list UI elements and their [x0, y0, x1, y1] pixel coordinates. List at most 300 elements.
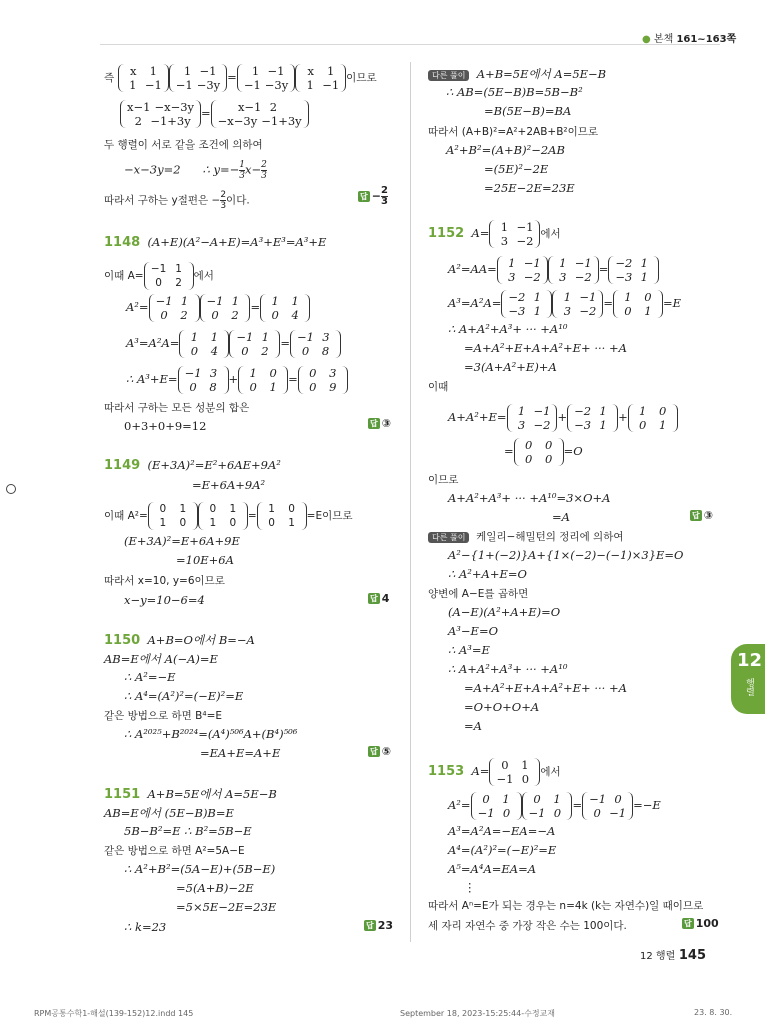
matrix-row — [557, 290, 598, 304]
matrix-cell: −2 — [579, 304, 597, 318]
matrix-cell: 0 — [482, 792, 490, 806]
matrix-cell: −1 — [322, 78, 340, 92]
matrix-cell: 0 — [241, 344, 249, 358]
p1151-line-6: =5(A+B)−2E — [176, 881, 254, 895]
matrix-row — [174, 64, 222, 78]
matrix-cell: 0 — [593, 806, 601, 820]
p1151-line-8: ∴ k=23 — [124, 920, 167, 934]
matrix-row — [153, 502, 193, 516]
matrix-cell: 0 — [271, 308, 279, 322]
matrix-cell: −1 — [477, 806, 495, 820]
matrix-row — [572, 404, 613, 418]
matrix-row — [494, 220, 535, 234]
matrix-cell: 3 — [209, 366, 218, 380]
matrix-cell: −3 — [615, 270, 633, 284]
matrix-cell: −2 — [516, 234, 534, 248]
matrix-cell: 4 — [291, 308, 299, 322]
matrix-cell: 3 — [559, 270, 567, 284]
matrix-cell: 0 — [189, 380, 197, 394]
matrix-m48_a — [144, 262, 194, 290]
matrix-cell: 1 — [291, 294, 299, 308]
matrix-m48_sq — [179, 330, 229, 358]
matrix-cell: 0 — [502, 806, 511, 820]
matrix-cell: 0 — [288, 503, 295, 515]
matrix-i_d — [295, 64, 346, 92]
matrix-i_f — [211, 100, 309, 128]
matrix-cell: 0 — [524, 438, 533, 452]
p1151-line-3: 5B−B²=E ∴ B²=5B−E — [124, 824, 252, 838]
matrix-cell: −1 — [496, 772, 514, 786]
matrix-cell: 3 — [517, 418, 526, 432]
matrix-row — [184, 344, 224, 358]
p1149-line-3: 이때 A²= 0 1 1 0 0 1 1 0 = 1 0 0 1 =E이므로 — [104, 503, 353, 529]
o1-line-3: =B(5E−B)=BA — [484, 104, 572, 118]
chapter-side-tab — [731, 644, 765, 714]
matrix-cell: 1 — [500, 220, 509, 234]
matrix-cell: 1 — [559, 256, 567, 270]
matrix-m48_a — [149, 294, 200, 322]
matrix-i_a — [118, 64, 169, 92]
matrix-cell: −2 — [533, 418, 551, 432]
matrix-cell: −2 — [523, 270, 541, 284]
footer-chapter: 12 행렬 — [640, 951, 676, 962]
matrix-m52_o — [514, 438, 564, 466]
chapter-tab-number: 12 — [737, 650, 763, 671]
matrix-cell: 1 — [640, 256, 648, 270]
matrix-cell: 1 — [229, 503, 237, 515]
matrix-row — [203, 516, 243, 530]
matrix-row — [125, 114, 196, 128]
p1150-line-4: ∴ A⁴=(A²)²=(−E)²=E — [124, 689, 244, 703]
matrix-cell: 1 — [508, 256, 516, 270]
problem-1149: 1149 (E+3A)²=E²+6AE+9A² — [104, 458, 281, 473]
matrix-cell: 1 — [659, 418, 667, 432]
matrix-row — [587, 806, 628, 820]
page-header — [642, 30, 736, 45]
matrix-cell: 2 — [269, 100, 278, 114]
matrix-row — [476, 806, 517, 820]
p1149-line-6: 따라서 x=10, y=6이므로 — [104, 575, 225, 587]
matrix-cell: x — [130, 64, 137, 78]
matrix-cell: −1 — [184, 366, 202, 380]
header-pages: 161~163쪽 — [676, 34, 737, 45]
p1152-line-9: = 0 0 0 0 =O — [504, 438, 583, 466]
matrix-m52_e — [613, 290, 663, 318]
matrix-row — [300, 64, 341, 78]
matrix-row — [527, 792, 568, 806]
column-divider — [410, 62, 411, 942]
matrix-row — [262, 516, 302, 530]
matrix-m48_cu — [290, 330, 341, 358]
matrix-cell: 1 — [268, 503, 275, 515]
matrix-cell: −1 — [533, 404, 551, 418]
matrix-cell: 1 — [271, 294, 279, 308]
matrix-row — [494, 758, 535, 772]
p1152-line-5: =A+A²+E+A+A²+E+ ··· +A — [464, 341, 627, 355]
matrix-cell: 1 — [209, 517, 217, 529]
matrix-row — [512, 418, 553, 432]
matrix-cell: −1 — [236, 330, 254, 344]
matrix-cell: 1 — [249, 366, 257, 380]
intro-answer: 답 − $\frac{2}{3}$ — [360, 185, 388, 207]
matrix-row — [174, 78, 222, 92]
problem-1153: 1153 A= 0 1 −1 0 에서 — [428, 758, 561, 786]
p1153-line-6: ⋮ — [464, 880, 476, 894]
matrix-cell: 0 — [659, 404, 667, 418]
matrix-row — [633, 418, 673, 432]
matrix-cell: 1 — [210, 330, 219, 344]
matrix-row — [303, 380, 343, 394]
matrix-cell: x — [307, 64, 314, 78]
matrix-cell: −1 — [609, 806, 627, 820]
matrix-cell: −1 — [516, 220, 534, 234]
o2-line-10: =O+O+O+A — [464, 700, 540, 714]
p1152-line-10: 이므로 — [428, 474, 459, 486]
matrix-cell: 1 — [624, 290, 632, 304]
matrix-cell: 1 — [563, 290, 572, 304]
print-timestamp: September 18, 2023-15:25:44-수정교재 — [400, 1009, 556, 1018]
other-solution-1: 다른 풀이 A+B=5E에서 A=5E−B — [428, 66, 606, 82]
matrix-cell: 1 — [269, 380, 277, 394]
matrix-cell: 2 — [180, 308, 188, 322]
matrix-row — [262, 502, 302, 516]
p1150-line-6: ∴ A²⁰²⁵+B²⁰²⁴=(A⁴)⁵⁰⁶A+(B⁴)⁵⁰⁶ — [124, 727, 298, 741]
matrix-cell: 0 — [249, 380, 257, 394]
matrix-cell: −1 — [589, 792, 607, 806]
matrix-cell: 1 — [183, 64, 192, 78]
matrix-m52_a — [497, 256, 548, 284]
matrix-cell: 3 — [508, 270, 516, 284]
o2-line-9: =A+A²+E+A+A²+E+ ··· +A — [464, 681, 627, 695]
header-rule — [100, 44, 720, 45]
p1148-line-4: A³=A²A= 1 1 0 4 −1 1 0 2 = −1 3 0 8 — [126, 330, 341, 358]
matrix-row — [295, 330, 336, 344]
matrix-cell: 1 — [306, 78, 314, 92]
matrix-cell: −1 — [144, 78, 162, 92]
matrix-row — [183, 366, 224, 380]
matrix-i_e — [120, 100, 201, 128]
matrix-row — [125, 100, 196, 114]
p1148-line-3: A²= −1 1 0 2 −1 1 0 2 = 1 1 0 4 — [126, 294, 310, 322]
problem-1152: 1152 A= 1 −1 3 −2 에서 — [428, 220, 561, 248]
matrix-cell: −1 — [175, 78, 193, 92]
matrix-cell: 2 — [261, 344, 269, 358]
p1151-line-7: =5×5E−2E=23E — [176, 900, 277, 914]
matrix-row — [205, 294, 246, 308]
o2-line-3: ∴ A²+A+E=O — [448, 567, 527, 581]
p1148-answer: 답 ③ — [370, 417, 392, 430]
p1149-line-4: (E+3A)²=E+6A+9E — [124, 534, 240, 548]
matrix-m52_sq — [501, 290, 552, 318]
p1149-line-5: =10E+6A — [176, 553, 234, 567]
matrix-m52_a — [552, 290, 603, 318]
matrix-row — [234, 330, 275, 344]
matrix-m52_a — [548, 256, 599, 284]
p1153-line-7: 따라서 Aⁿ=E가 되는 경우는 n=4k (k는 자연수)일 때이므로 — [428, 900, 704, 912]
footer-page-number: 145 — [678, 948, 707, 963]
bullet-icon: ● — [642, 34, 651, 45]
p1152-line-3: A³=A²A= −2 1 −3 1 1 −1 3 −2 = 1 0 0 1 =E — [448, 290, 681, 318]
matrix-row — [149, 262, 189, 276]
p1151-answer: 답 23 — [366, 919, 394, 932]
matrix-cell: 2 — [134, 114, 142, 128]
matrix-row — [183, 380, 224, 394]
matrix-cell: −1 — [574, 256, 592, 270]
matrix-row — [149, 276, 189, 290]
matrix-row — [205, 308, 246, 322]
matrix-cell: −1 — [528, 806, 546, 820]
matrix-cell: 1 — [159, 517, 167, 529]
matrix-m52_sq — [608, 256, 659, 284]
matrix-cell: 0 — [268, 517, 275, 529]
matrix-cell: 1 — [327, 64, 335, 78]
matrix-cell: 0 — [524, 452, 533, 466]
page-footer — [640, 947, 706, 963]
matrix-cell: 8 — [209, 380, 217, 394]
print-file: RPM공통수학1-해설(139-152)12.indd 145 — [34, 1009, 194, 1018]
matrix-row — [553, 256, 594, 270]
p1152-answer: 답 ③ — [692, 509, 714, 522]
matrix-m52_a — [507, 404, 558, 432]
p1153-line-3: A³=A²A=−EA=−A — [448, 824, 556, 838]
p1149-line-2: =E+6A+9A² — [192, 478, 266, 492]
p1152-line-12: =A — [552, 510, 570, 524]
matrix-cell: 4 — [210, 344, 219, 358]
matrix-row — [572, 418, 613, 432]
problem-1151: 1151 A+B=5E에서 A=5E−B — [104, 787, 277, 802]
matrix-row — [265, 308, 305, 322]
p1148-line-7: 0+3+0+9=12 — [124, 419, 207, 433]
matrix-cell: −1 — [267, 64, 285, 78]
matrix-row — [502, 256, 543, 270]
matrix-m48_a — [229, 330, 280, 358]
matrix-cell: 0 — [644, 290, 652, 304]
matrix-cell: 1 — [517, 404, 526, 418]
matrix-row — [557, 304, 598, 318]
matrix-row — [242, 64, 290, 78]
matrix-cell: 9 — [329, 380, 337, 394]
registration-mark-icon — [6, 484, 16, 494]
matrix-m48_r — [298, 366, 348, 394]
matrix-m49_e — [257, 502, 307, 530]
matrix-cell: 1 — [179, 503, 187, 515]
matrix-m53_a — [489, 758, 540, 786]
matrix-cell: 3 — [563, 304, 572, 318]
p1151-line-4: 같은 방법으로 하면 A²=5A−E — [104, 845, 245, 857]
matrix-cell: 1 — [639, 404, 647, 418]
matrix-cell: 1 — [231, 294, 240, 308]
matrix-cell: 0 — [639, 418, 647, 432]
matrix-m52_e — [628, 404, 678, 432]
matrix-cell: −3y — [196, 78, 221, 92]
matrix-row — [476, 792, 517, 806]
matrix-row — [216, 114, 304, 128]
o2-line-6: A³−E=O — [448, 624, 499, 638]
matrix-row — [300, 78, 341, 92]
matrix-cell: 0 — [190, 344, 199, 358]
o2-line-2: A²−{1+(−2)}A+{1×(−2)−(−1)×3}E=O — [448, 548, 684, 562]
matrix-row — [587, 792, 628, 806]
matrix-cell: 0 — [309, 380, 317, 394]
matrix-row — [519, 452, 559, 466]
matrix-cell: 1 — [129, 78, 137, 92]
matrix-cell: −1 — [199, 64, 217, 78]
matrix-row — [154, 294, 195, 308]
matrix-row — [613, 270, 654, 284]
matrix-cell: 0 — [301, 344, 310, 358]
o1-line-4: 따라서 (A+B)²=A²+2AB+B²이므로 — [428, 126, 599, 138]
matrix-m49_a — [148, 502, 198, 530]
o1-line-6: =(5E)²−2E — [484, 162, 549, 176]
intro-line-1: 즉 x 1 1 −1 1 −1 −1 −3y = 1 −1 −1 −3y x 1 1 −1 이므로 — [104, 64, 377, 92]
matrix-cell: 0 — [229, 517, 237, 529]
matrix-cell: −x−3y — [154, 100, 195, 114]
intro-line-2: x−1 −x−3y 2 −1+3y = x−1 2 −x−3y −1+3y — [120, 100, 309, 128]
matrix-m48_a — [200, 294, 251, 322]
matrix-cell: 0 — [533, 792, 541, 806]
matrix-cell: x−1 — [237, 100, 262, 114]
p1152-line-8: A+A²+E= 1 −1 3 −2 + −2 1 −3 1 + 1 0 0 1 — [448, 404, 678, 432]
matrix-cell: 1 — [644, 304, 652, 318]
o2-line-8: ∴ A+A²+A³+ ··· +A¹⁰ — [448, 662, 568, 676]
matrix-m53_a — [522, 792, 573, 820]
matrix-cell: 0 — [501, 758, 509, 772]
matrix-row — [527, 806, 568, 820]
matrix-cell: −1 — [579, 290, 597, 304]
matrix-m48_sq — [260, 294, 310, 322]
matrix-cell: −2 — [615, 256, 633, 270]
matrix-cell: −1+3y — [261, 114, 302, 128]
matrix-m53_a — [471, 792, 522, 820]
matrix-cell: 3 — [322, 330, 330, 344]
matrix-cell: 0 — [155, 277, 162, 289]
problem-1150: 1150 A+B=O에서 B=−A — [104, 633, 255, 648]
matrix-cell: 1 — [533, 304, 542, 318]
matrix-row — [243, 380, 283, 394]
matrix-cell: 1 — [599, 404, 607, 418]
matrix-row — [203, 502, 243, 516]
p1153-line-2: A²= 0 1 −1 0 0 1 −1 0 = −1 0 0 −1 =−E — [448, 792, 661, 820]
matrix-cell: 0 — [211, 308, 219, 322]
p1153-line-8: 세 자리 자연수 중 가장 작은 수는 100이다. — [428, 920, 627, 932]
matrix-row — [265, 294, 305, 308]
p1153-answer: 답 100 — [684, 917, 719, 930]
p1150-line-3: ∴ A²=−E — [124, 670, 176, 684]
p1151-line-2: AB=E에서 (5E−B)B=E — [104, 806, 234, 820]
matrix-m48_e — [238, 366, 288, 394]
matrix-cell: −1 — [523, 256, 541, 270]
matrix-cell: 1 — [190, 330, 199, 344]
p1148-line-2: 이때 A= −1 1 0 2 에서 — [104, 263, 214, 289]
matrix-row — [618, 304, 658, 318]
problem-1148: 1148 (A+E)(A²−A+E)=A³+E³=A³+E — [104, 235, 327, 250]
p1152-line-11: A+A²+A³+ ··· +A¹⁰=3×O+A — [448, 491, 611, 505]
matrix-row — [512, 404, 553, 418]
matrix-row — [184, 330, 224, 344]
p1152-line-4: ∴ A+A²+A³+ ··· +A¹⁰ — [448, 322, 568, 336]
matrix-cell: 0 — [160, 308, 168, 322]
p1151-line-5: ∴ A²+B²=(5A−E)+(5B−E) — [124, 862, 276, 876]
matrix-cell: 0 — [309, 366, 317, 380]
matrix-i_b — [169, 64, 227, 92]
matrix-cell: −2 — [574, 270, 592, 284]
matrix-row — [295, 344, 336, 358]
o1-line-2: ∴ AB=(5E−B)B=5B−B² — [446, 85, 583, 99]
matrix-row — [123, 64, 164, 78]
p1153-line-4: A⁴=(A²)²=(−E)²=E — [448, 843, 557, 857]
matrix-cell: 1 — [180, 294, 189, 308]
matrix-row — [502, 270, 543, 284]
p1148-line-5: ∴ A³+E= −1 3 0 8 + 1 0 0 1 = 0 3 0 9 — [126, 366, 348, 394]
intro-cond: 두 행렬이 서로 같을 조건에 의하여 — [104, 139, 263, 151]
matrix-row — [633, 404, 673, 418]
matrix-cell: 0 — [269, 366, 277, 380]
matrix-cell: −1 — [243, 78, 261, 92]
matrix-cell: −1 — [150, 263, 167, 275]
matrix-cell: 3 — [500, 234, 509, 248]
matrix-cell: 0 — [544, 452, 553, 466]
o1-line-5: A²+B²=(A+B)²−2AB — [446, 143, 565, 157]
chapter-tab-label: 행렬 — [744, 678, 754, 696]
matrix-row — [506, 304, 547, 318]
matrix-cell: −1 — [206, 294, 224, 308]
matrix-row — [613, 256, 654, 270]
p1149-line-7: x−y=10−6=4 — [124, 593, 205, 607]
matrix-row — [153, 516, 193, 530]
matrix-row — [154, 308, 195, 322]
matrix-cell: 0 — [624, 304, 632, 318]
matrix-cell: −2 — [508, 290, 526, 304]
matrix-cell: 1 — [553, 792, 561, 806]
matrix-cell: 0 — [614, 792, 622, 806]
matrix-row — [242, 78, 290, 92]
matrix-i_c — [237, 64, 295, 92]
matrix-m52_a — [489, 220, 540, 248]
matrix-cell: 1 — [251, 64, 260, 78]
matrix-cell: 1 — [149, 64, 157, 78]
header-label: 본책 — [653, 34, 674, 45]
intro-eq: −x−3y=2 ∴ y=− $\frac{1}{3}$ x− $\frac{2}{3}$ — [124, 160, 267, 181]
matrix-cell: 1 — [175, 263, 182, 275]
o1-line-7: =25E−2E=23E — [484, 181, 575, 195]
matrix-cell: 0 — [544, 438, 553, 452]
p1150-line-5: 같은 방법으로 하면 B⁴=E — [104, 710, 223, 722]
matrix-row — [618, 290, 658, 304]
p1150-answer: 답 ⑤ — [370, 745, 392, 758]
p1148-line-6: 따라서 구하는 모든 성분의 합은 — [104, 402, 250, 414]
matrix-cell: −x−3y — [217, 114, 258, 128]
o2-line-7: ∴ A³=E — [448, 643, 490, 657]
matrix-cell: 1 — [640, 270, 648, 284]
matrix-cell: −1 — [155, 294, 173, 308]
matrix-row — [123, 78, 164, 92]
matrix-cell: −1 — [297, 330, 314, 344]
matrix-cell: −3 — [574, 418, 592, 432]
matrix-cell: −3 — [508, 304, 526, 318]
matrix-m49_a — [198, 502, 248, 530]
matrix-cell: 2 — [231, 308, 239, 322]
matrix-row — [234, 344, 275, 358]
matrix-cell: 8 — [321, 344, 330, 358]
matrix-cell: 2 — [175, 277, 182, 289]
matrix-cell: 3 — [329, 366, 337, 380]
matrix-cell: −2 — [574, 404, 592, 418]
p1152-line-6: =3(A+A²+E)+A — [464, 360, 557, 374]
matrix-m48_cu — [178, 366, 229, 394]
matrix-cell: 0 — [179, 517, 187, 529]
matrix-row — [243, 366, 283, 380]
o2-line-11: =A — [464, 719, 482, 733]
